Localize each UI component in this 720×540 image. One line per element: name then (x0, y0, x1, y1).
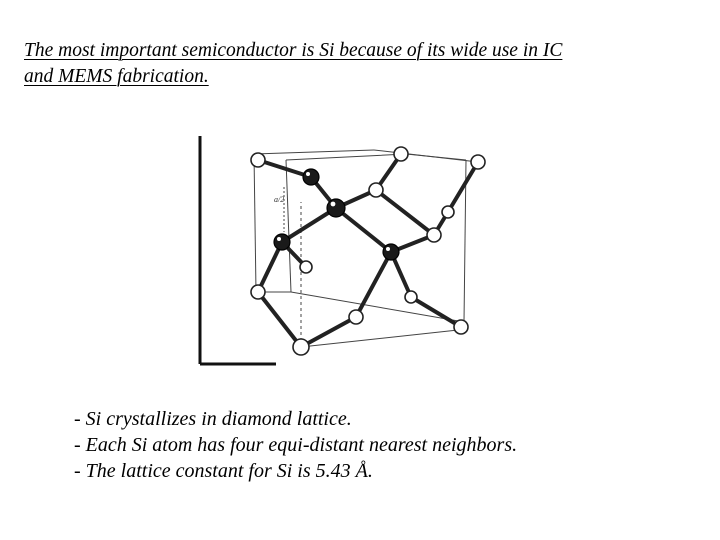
slide-title-line-2: and MEMS fabrication. (24, 66, 209, 87)
bullet-item: - Si crystallizes in diamond lattice. (74, 408, 352, 430)
diamond-lattice-drawing (196, 132, 508, 370)
bullet-item: - The lattice constant for Si is 5.43 Å. (74, 460, 373, 482)
bullet-item: - Each Si atom has four equi-distant nearest neighbors. (74, 434, 518, 456)
lattice-bonds (258, 154, 478, 347)
slide-title-line-1: The most important semiconductor is Si because of its wide use in IC (24, 40, 563, 61)
bullet-list (74, 406, 694, 484)
slide-title (24, 38, 694, 90)
lattice-atoms-corner (251, 147, 485, 355)
figure-label-a-half: a/2 (274, 195, 285, 204)
diamond-lattice-figure (196, 132, 508, 370)
